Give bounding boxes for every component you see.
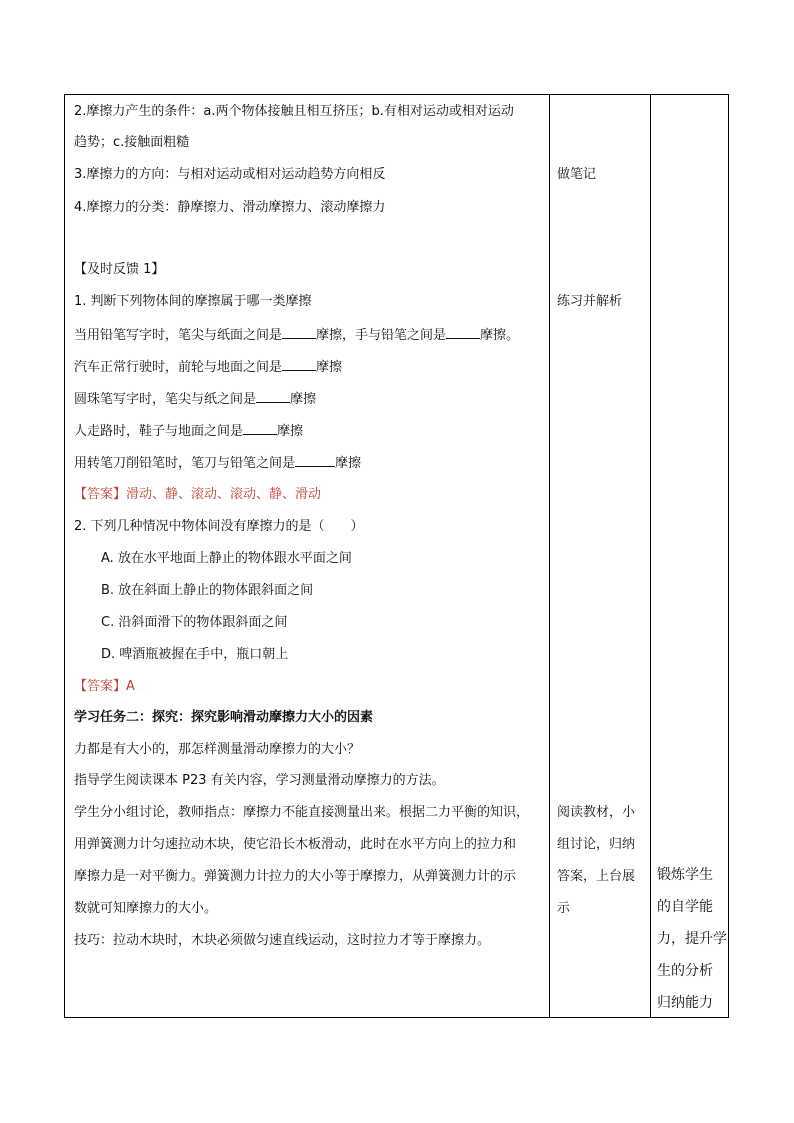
activity-read: 阅读教材，小 [557, 805, 636, 820]
option-d: D. 啤酒瓶被握在手中，瓶口朝上 [101, 647, 289, 662]
feedback-title: 【及时反馈 1】 [74, 262, 165, 277]
activity-notes: 做笔记 [557, 167, 597, 182]
answer-2: 【答案】A [74, 679, 135, 694]
task-2-guide: 指导学生阅读课本 P23 有关内容，学习测量滑动摩擦力的方法。 [74, 773, 445, 788]
task-2-title: 学习任务二：探究：探究影响滑动摩擦力大小的因素 [74, 710, 374, 725]
answer-blank [282, 358, 316, 371]
intent-line: 归纳能力 [657, 995, 713, 1011]
answer-blank [243, 422, 277, 435]
intent-line: 生的分析 [657, 963, 713, 979]
lesson-table [64, 94, 729, 1018]
task-2-tip: 技巧：拉动木块时，木块必须做匀速直线运动，这时拉力才等于摩擦力。 [74, 933, 491, 948]
question-2-title: 2. 下列几种情况中物体间没有摩擦力的是（ ） [74, 519, 364, 534]
option-a: A. 放在水平地面上静止的物体跟水平面之间 [101, 551, 352, 566]
activity-read: 答案，上台展 [557, 869, 636, 884]
condition-line-1: 2.摩擦力产生的条件：a.两个物体接触且相互挤压；b.有相对运动或相对运动 [74, 104, 514, 119]
answer-blank [295, 454, 335, 467]
content-column [65, 95, 549, 1017]
friction-direction: 3.摩擦力的方向：与相对运动或相对运动趋势方向相反 [74, 167, 386, 182]
question-1-line: 人走路时，鞋子与地面之间是 摩擦 [74, 424, 304, 439]
option-b: B. 放在斜面上静止的物体跟斜面之间 [101, 583, 314, 598]
question-1-line: 用转笔刀削铅笔时，笔刀与铅笔之间是 摩擦 [74, 456, 362, 471]
design-intent-column [651, 95, 729, 1017]
activity-read: 组讨论，归纳 [557, 837, 636, 852]
answer-blank [282, 326, 316, 339]
student-activity-column [550, 95, 650, 1017]
activity-read: 示 [557, 901, 571, 916]
question-1-line: 圆珠笔写字时，笔尖与纸之间是 摩擦 [74, 392, 317, 407]
friction-types: 4.摩擦力的分类：静摩擦力、滑动摩擦力、滚动摩擦力 [74, 200, 386, 215]
answer-blank [256, 390, 290, 403]
answer-1: 【答案】滑动、静、滚动、滚动、静、滑动 [74, 487, 322, 502]
task-2-paragraph: 学生分小组讨论，教师指点：摩擦力不能直接测量出来。根据二力平衡的知识， [74, 805, 530, 820]
activity-practice: 练习并解析 [557, 294, 623, 309]
intent-line: 力，提升学 [657, 931, 727, 947]
task-2-paragraph: 数就可知摩擦力的大小。 [74, 901, 218, 916]
condition-line-2: 趋势；c.接触面粗糙 [74, 135, 190, 150]
intent-line: 锻炼学生 [657, 867, 713, 883]
task-2-paragraph: 用弹簧测力计匀速拉动木块，使它沿长木板滑动，此时在水平方向上的拉力和 [74, 837, 517, 852]
question-1-line: 汽车正常行驶时，前轮与地面之间是 摩擦 [74, 360, 343, 375]
question-1-title: 1. 判断下列物体间的摩擦属于哪一类摩擦 [74, 294, 312, 309]
intent-line: 的自学能 [657, 899, 713, 915]
task-2-paragraph: 摩擦力是一对平衡力。弹簧测力计拉力的大小等于摩擦力，从弹簧测力计的示 [74, 869, 517, 884]
task-2-question: 力都是有大小的，那怎样测量滑动摩擦力的大小？ [74, 742, 361, 757]
question-1-line: 当用铅笔写字时，笔尖与纸面之间是 摩擦，手与铅笔之间是 摩擦。 [74, 328, 520, 343]
option-c: C. 沿斜面滑下的物体跟斜面之间 [101, 615, 288, 630]
answer-blank [446, 326, 480, 339]
